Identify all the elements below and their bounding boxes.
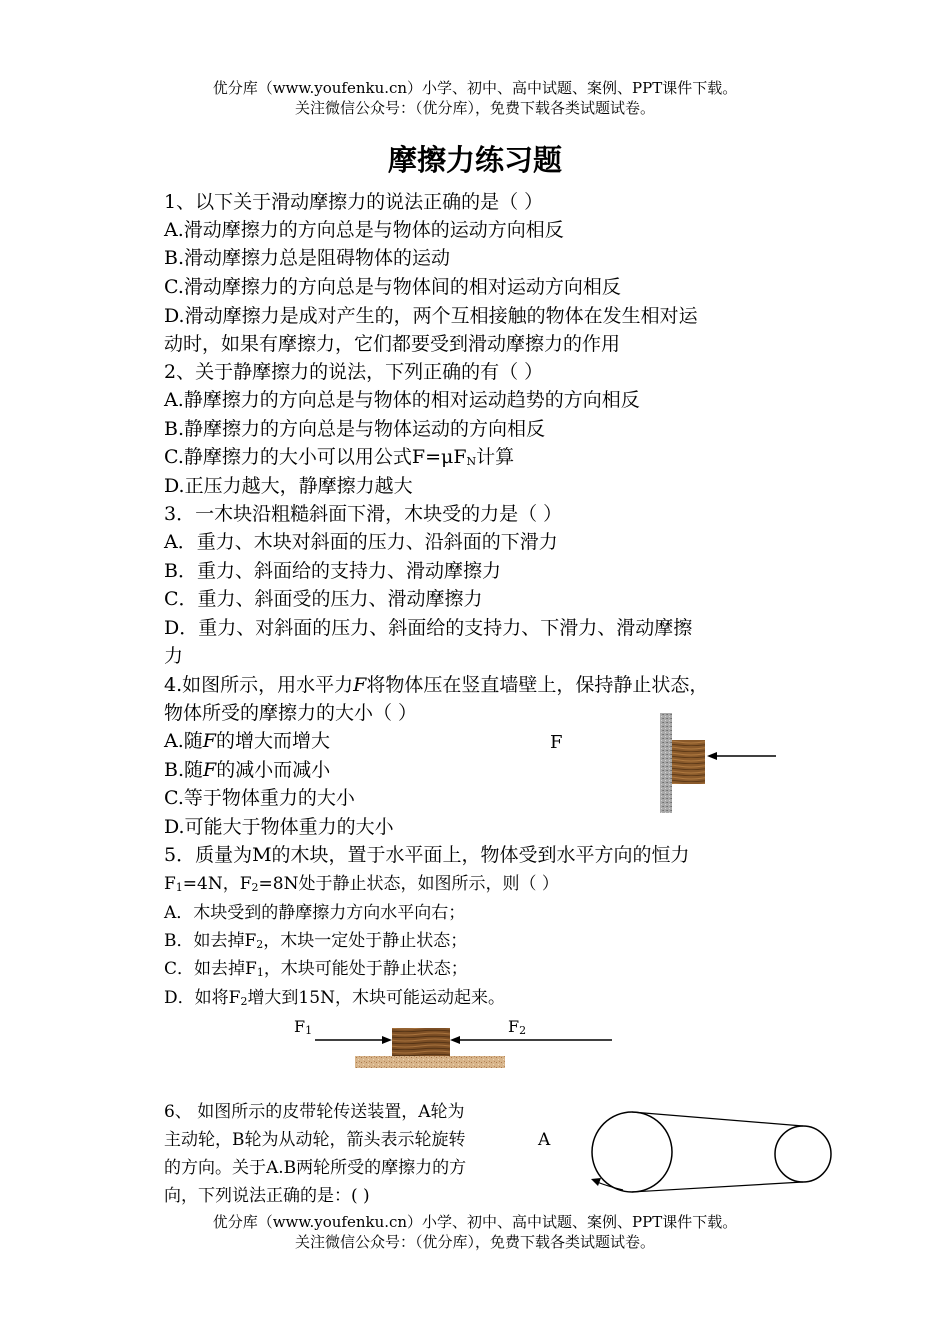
q4-wall-block-figure <box>655 710 805 814</box>
q3-stem: 3．一木块沿粗糙斜面下滑，木块受的力是（ ） <box>164 503 563 525</box>
q2-option-c: C.静摩擦力的大小可以用公式$F=\mu F_N$计算 <box>164 446 515 468</box>
q6-stem-line1: 6、 如图所示的皮带轮传送装置，A轮为 <box>164 1102 465 1122</box>
wooden-block <box>672 740 705 784</box>
q5-option-c: C．如去掉$F_1$，木块可能处于静止状态； <box>164 959 468 979</box>
q3-option-d-line2: 力 <box>164 645 184 667</box>
q4-option-d: D.可能大于物体重力的大小 <box>164 816 394 838</box>
q5-block-on-ground-figure <box>300 1026 620 1071</box>
q1-option-a: A.滑动摩擦力的方向总是与物体的运动方向相反 <box>164 219 564 241</box>
site-header-line-1: 优分库（www.youfenku.cn）小学、初中、高中试题、案例、PPT课件下载。 <box>212 79 738 97</box>
q1-option-c: C.滑动摩擦力的方向总是与物体间的相对运动方向相反 <box>164 276 621 298</box>
q3-option-d-line1: D．重力、对斜面的压力、斜面给的支持力、下滑力、滑动摩擦 <box>164 617 693 639</box>
q1-option-d-line2: 动时，如果有摩擦力，它们都要受到滑动摩擦力的作用 <box>164 333 621 355</box>
q1-stem: 1、以下关于滑动摩擦力的说法正确的是（ ） <box>164 191 544 213</box>
q5-option-b: B．如去掉$F_2$，木块一定处于静止状态； <box>164 931 468 951</box>
q1-option-b: B.滑动摩擦力总是阻碍物体的运动 <box>164 247 451 269</box>
f1-arrow-head <box>382 1036 392 1044</box>
pulley-a <box>592 1112 672 1192</box>
pulley-b <box>775 1126 831 1182</box>
site-footer-line-2: 关注微信公众号：（优分库），免费下载各类试题试卷。 <box>294 1233 655 1251</box>
q4-option-c: C.等于物体重力的大小 <box>164 787 355 809</box>
q5-option-d: D．如将$F_2$增大到15N，木块可能运动起来。 <box>164 988 505 1008</box>
site-header-line-2: 关注微信公众号：（优分库），免费下载各类试题试卷。 <box>294 99 655 117</box>
q1-option-d-line1: D.滑动摩擦力是成对产生的，两个互相接触的物体在发生相对运 <box>164 305 698 327</box>
q6-figure-wheel-a-label: A <box>538 1130 551 1150</box>
ground-surface <box>355 1056 505 1068</box>
q4-option-a: A.随F的增大而增大 <box>164 730 330 752</box>
q2-option-b: B.静摩擦力的方向总是与物体运动的方向相反 <box>164 418 546 440</box>
page-title: 摩擦力练习题 <box>387 143 562 177</box>
f2-arrow-head <box>450 1036 460 1044</box>
q6-stem-line2: 主动轮，B轮为从动轮，箭头表示轮旋转 <box>164 1130 466 1150</box>
q5-figure-f1-label: $F_1$ <box>294 1017 313 1037</box>
q3-option-b: B．重力、斜面给的支持力、滑动摩擦力 <box>164 560 501 582</box>
q6-stem-line3: 的方向。关于A.B两轮所受的摩擦力的方 <box>164 1158 467 1178</box>
q6-stem-line4: 向，下列说法正确的是：( ) <box>164 1186 370 1206</box>
q2-stem: 2、关于静摩擦力的说法，下列正确的有（ ） <box>164 361 544 383</box>
q2-option-a: A.静摩擦力的方向总是与物体的相对运动趋势的方向相反 <box>164 389 640 411</box>
force-arrow-head <box>707 752 717 760</box>
belt-top <box>632 1112 803 1126</box>
wooden-block <box>392 1028 450 1056</box>
rotation-arrow <box>597 1182 623 1190</box>
q5-stem-line1: 5．质量为M的木块，置于水平面上，物体受到水平方向的恒力 <box>164 844 690 866</box>
q5-stem-line2: $F_1=4N$，$F_2=8N$处于静止状态，如图所示，则（ ） <box>164 874 559 894</box>
q5-option-a: A．木块受到的静摩擦力方向水平向右； <box>164 903 466 923</box>
q4-figure-force-label: F <box>550 732 563 753</box>
q2-option-d: D.正压力越大，静摩擦力越大 <box>164 475 413 497</box>
q4-stem-line2: 物体所受的摩擦力的大小（ ） <box>164 702 418 724</box>
q3-option-a: A．重力、木块对斜面的压力、沿斜面的下滑力 <box>164 531 558 553</box>
q3-option-c: C．重力、斜面受的压力、滑动摩擦力 <box>164 588 483 610</box>
q4-option-b: B.随F的减小而减小 <box>164 759 331 781</box>
rotation-arrow-head <box>591 1178 601 1186</box>
q4-stem-line1: 4.如图所示，用水平力F将物体压在竖直墙壁上，保持静止状态， <box>164 674 709 696</box>
q5-figure-f2-label: $F_2$ <box>508 1017 527 1037</box>
q6-belt-pulley-figure <box>585 1106 835 1202</box>
vertical-wall <box>660 713 672 813</box>
site-footer-line-1: 优分库（www.youfenku.cn）小学、初中、高中试题、案例、PPT课件下载。 <box>212 1213 738 1231</box>
